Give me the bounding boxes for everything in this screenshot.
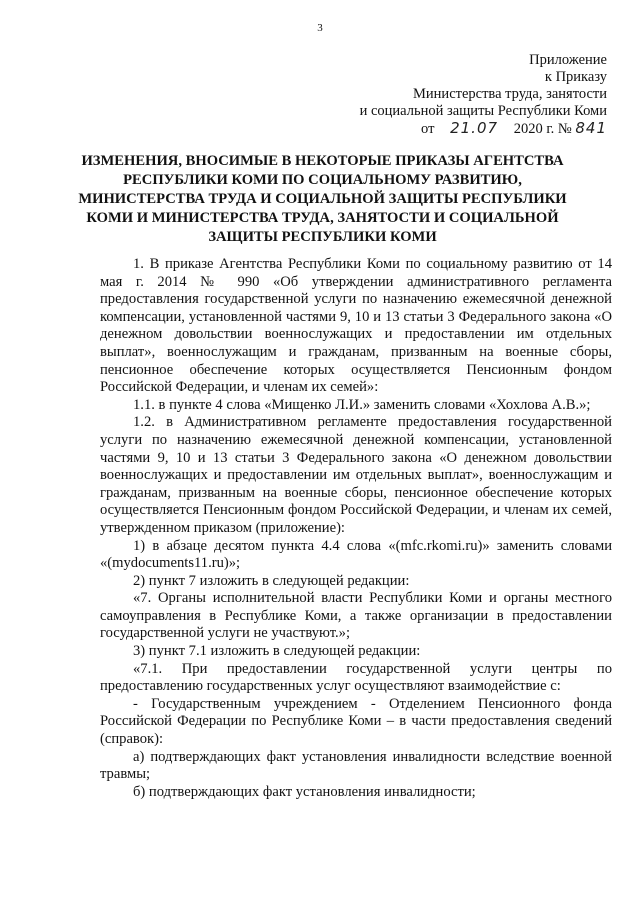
appendix-line-2: к Приказу [544, 69, 607, 85]
paragraph: 1.1. в пункте 4 слова «Мищенко Л.И.» заменить словами «Хохлова А.В.»; [133, 396, 591, 413]
appendix-line-3: Министерства труда, занятости [413, 86, 607, 102]
document-body [100, 256, 612, 801]
paragraph: - Государственным учреждением - Отделением Пенсионного фонда Российской Федерации по Республике Коми – в части предоставления сведений (справок): [100, 695, 612, 748]
document-title: ИЗМЕНЕНИЯ, ВНОСИМЫЕ В НЕКОТОРЫЕ ПРИКАЗЫ АГЕНТСТВА РЕСПУБЛИКИ КОМИ ПО СОЦИАЛЬНОМУ РАЗВИТИЮ, МИНИСТЕРСТВА ТРУДА И СОЦИАЛЬНОЙ ЗАЩИТЫ РЕСПУБЛИКИ КОМИ И МИНИСТЕРСТВА ТРУДА, ЗАНЯТОСТИ И СОЦИАЛЬНОЙ ЗАЩИТЫ РЕСПУБЛИКИ КОМИ [78, 153, 567, 245]
paragraph: 2) пункт 7 изложить в следующей редакции: [133, 572, 410, 589]
appendix-block [360, 52, 607, 138]
paragraph: б) подтверждающих факт установления инвалидности; [133, 783, 476, 800]
page-number: 3 [317, 22, 323, 34]
date-prefix: от [421, 121, 435, 137]
paragraph: 3) пункт 7.1 изложить в следующей редакции: [133, 643, 421, 660]
paragraph: 1) в абзаце десятом пункта 4.4 слова «(mfc.rkomi.ru)» заменить словами «(mydocuments11.ru)»; [100, 537, 612, 572]
paragraph: «7. Органы исполнительной власти Республики Коми и органы местного самоуправления в Республике Коми, а также организации в предоставлении государственной услуги не участвуют.»; [100, 590, 612, 642]
appendix-line-1: Приложение [529, 52, 607, 68]
year-text: 2020 г. № [513, 121, 572, 137]
handwritten-number: 841 [575, 119, 607, 137]
handwritten-date: 21.07 [450, 119, 499, 137]
paragraph: 1.2. в Административном регламенте предоставления государственной услуги по назначению ежемесячной денежной компенсации, установленной частями 9, 10 и 13 статьи 3 Федерального закона «О денежном довольствии военнослужащих и предоставлении им отдельных выплат», военнослужащим и гражданам, призванным на военные сборы, пенсионное обеспечение которых осуществляется Пенсионным фондом Российской Федерации, и членам их семей, утвержденном приказом (приложение): [100, 414, 612, 536]
appendix-date-line [360, 120, 607, 138]
paragraph: «7.1. При предоставлении государственной услуги центры по предоставлению государственных услуг осуществляют взаимодействие с: [100, 660, 612, 695]
appendix-line-4: и социальной защиты Республики Коми [359, 103, 607, 119]
paragraph: а) подтверждающих факт установления инвалидности вследствие военной травмы; [100, 748, 612, 783]
paragraph: 1. В приказе Агентства Республики Коми по социальному развитию от 14 мая г. 2014 № 990 «Об утверждении административного регламента предоставления государственной услуги по назначению ежемесячной денежной компенсации, установленной частями 9, 10 и 13 статьи 3 Федерального закона «О денежном довольствии военнослужащих и предоставлении им отдельных выплат», военнослужащим и гражданам, призванным на военные сборы, пенсионное обеспечение которых осуществляется Пенсионным фондом Российской Федерации, и членам их семей»: [100, 256, 612, 396]
